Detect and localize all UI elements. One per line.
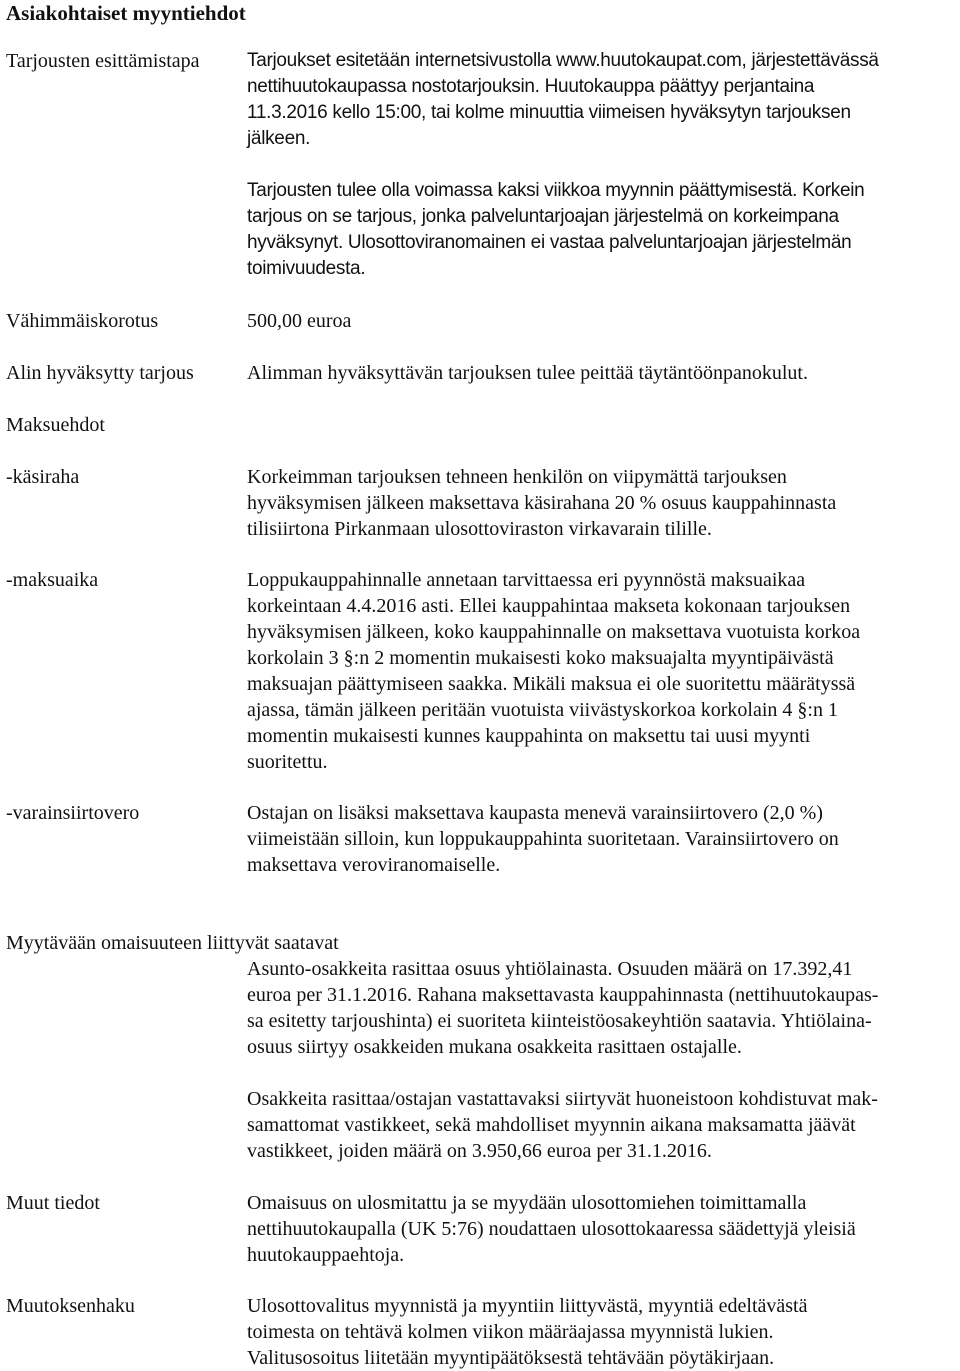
tarjoukset-paragraph-2 bbox=[247, 178, 864, 282]
text-line: Valitusosoitus liitetään myyntipäätöksestä tehtävään pöytäkirjaan. bbox=[247, 1347, 775, 1369]
text-line: toimesta on tehtävä kolmen viikon määräajassa myynnistä lukien. bbox=[247, 1321, 774, 1343]
vahimmaiskorotus-value: 500,00 euroa bbox=[247, 310, 352, 332]
saatavat-paragraph-2 bbox=[247, 1086, 878, 1164]
subsection-label-maksuaika: -maksuaika bbox=[6, 569, 99, 591]
section-label-vahimmaiskorotus: Vähimmäiskorotus bbox=[6, 310, 159, 332]
text-line: suoritettu. bbox=[247, 751, 328, 773]
subsection-label-varainsiirtovero: -varainsiirtovero bbox=[6, 802, 140, 824]
text-line: Asunto-osakkeita rasittaa osuus yhtiölainasta. Osuuden määrä on 17.392,41 bbox=[247, 958, 853, 980]
text-line: hyväksymisen jälkeen maksettava käsirahana 20 % osuus kauppahinnasta bbox=[247, 492, 837, 514]
text-line: viimeistään silloin, kun loppukauppahinta suoritetaan. Varainsiirtovero on bbox=[247, 828, 839, 850]
text-line: nettihuutokaupassa nostotarjouksin. Huutokauppa päättyy perjantaina bbox=[247, 76, 815, 97]
text-line: hyväksynyt. Ulosottoviranomainen ei vastaa palveluntarjoajan järjestelmän bbox=[247, 232, 852, 253]
muutoksenhaku-text bbox=[247, 1293, 807, 1371]
page-title: Asiakohtaiset myyntiehdot bbox=[6, 1, 246, 25]
text-line: vastikkeet, joiden määrä on 3.950,66 euroa per 31.1.2016. bbox=[247, 1140, 712, 1162]
section-label-alin-hyvaksytty-tarjous: Alin hyväksytty tarjous bbox=[6, 362, 194, 384]
section-label-muut-tiedot: Muut tiedot bbox=[6, 1192, 100, 1214]
tarjoukset-paragraph-1 bbox=[247, 48, 879, 152]
section-label-saatavat: Myytävään omaisuuteen liittyvät saatavat bbox=[6, 932, 339, 954]
section-label-tarjousten-esittamistapa: Tarjousten esittämistapa bbox=[6, 50, 200, 72]
text-line: samattomat vastikkeet, sekä mahdolliset myynnin aikana maksamatta jäävät bbox=[247, 1114, 856, 1136]
text-line: Osakkeita rasittaa/ostajan vastattavaksi siirtyvät huoneistoon kohdistuvat mak- bbox=[247, 1088, 878, 1110]
text-line: Korkeimman tarjouksen tehneen henkilön on viipymättä tarjouksen bbox=[247, 466, 787, 488]
text-line: euroa per 31.1.2016. Rahana maksettavasta kauppahinnasta (nettihuutokaupas- bbox=[247, 984, 879, 1006]
text-line: maksettava veroviranomaiselle. bbox=[247, 854, 501, 876]
text-line: sa esitetty tarjoushinta) ei suoriteta kiinteistöosakeyhtiön saatavia. Yhtiölaina- bbox=[247, 1010, 872, 1032]
text-line: nettihuutokaupalla (UK 5:76) noudattaen ulosottokaaressa säädettyjä yleisiä bbox=[247, 1218, 856, 1240]
text-line: Ulosottovalitus myynnistä ja myyntiin liittyvästä, myyntiä edeltävästä bbox=[247, 1295, 808, 1317]
text-line: 11.3.2016 kello 15:00, tai kolme minuuttia viimeisen hyväksytyn tarjouksen bbox=[247, 102, 851, 123]
text-line: Ostajan on lisäksi maksettava kaupasta menevä varainsiirtovero (2,0 %) bbox=[247, 802, 823, 824]
section-label-maksuehdot: Maksuehdot bbox=[6, 414, 105, 436]
varainsiirtovero-text bbox=[247, 800, 839, 878]
kasiraha-text bbox=[247, 464, 836, 542]
text-line: ajassa, tämän jälkeen peritään vuotuista viivästyskorkoa korkolain 4 §:n 1 bbox=[247, 699, 838, 721]
text-line: hyväksymisen jälkeen, koko kauppahinnalle on maksettava vuotuista korkoa bbox=[247, 621, 861, 643]
text-line: momentin mukaisesti kunnes kauppahinta on maksettu tai uusi myynti bbox=[247, 725, 811, 747]
text-line: jälkeen. bbox=[247, 128, 311, 149]
text-line: tarjous on se tarjous, jonka palveluntarjoajan järjestelmä on korkeimpana bbox=[247, 206, 839, 227]
text-line: maksuajan päättymiseen saakka. Mikäli maksua ei ole suoritettu määrätyssä bbox=[247, 673, 856, 695]
text-line: osuus siirtyy osakkeiden mukana osakkeita rasittaen ostajalle. bbox=[247, 1036, 742, 1058]
text-line: Omaisuus on ulosmitattu ja se myydään ulosottomiehen toimittamalla bbox=[247, 1192, 807, 1214]
text-line: Loppukauppahinnalle annetaan tarvittaessa eri pyynnöstä maksuaikaa bbox=[247, 569, 806, 591]
text-line: korkeintaan 4.4.2016 asti. Ellei kauppahintaa makseta kokonaan tarjouksen bbox=[247, 595, 851, 617]
text-line: huutokauppaehtoja. bbox=[247, 1244, 405, 1266]
text-line: tilisiirtona Pirkanmaan ulosottoviraston virkavarain tilille. bbox=[247, 518, 712, 540]
section-label-muutoksenhaku: Muutoksenhaku bbox=[6, 1295, 135, 1317]
saatavat-paragraph-1 bbox=[247, 956, 878, 1060]
maksuaika-text bbox=[247, 567, 860, 775]
alin-value: Alimman hyväksyttävän tarjouksen tulee peittää täytäntöönpanokulut. bbox=[247, 362, 808, 384]
subsection-label-kasiraha: -käsiraha bbox=[6, 466, 80, 488]
text-line: Tarjousten tulee olla voimassa kaksi viikkoa myynnin päättymisestä. Korkein bbox=[247, 180, 865, 201]
muut-text bbox=[247, 1190, 856, 1268]
text-line: Tarjoukset esitetään internetsivustolla www.huutokaupat.com, järjestettävässä bbox=[247, 50, 879, 71]
text-line: korkolain 3 §:n 2 momentin mukaisesti koko maksuajalta myyntipäivästä bbox=[247, 647, 834, 669]
text-line: toimivuudesta. bbox=[247, 258, 366, 279]
